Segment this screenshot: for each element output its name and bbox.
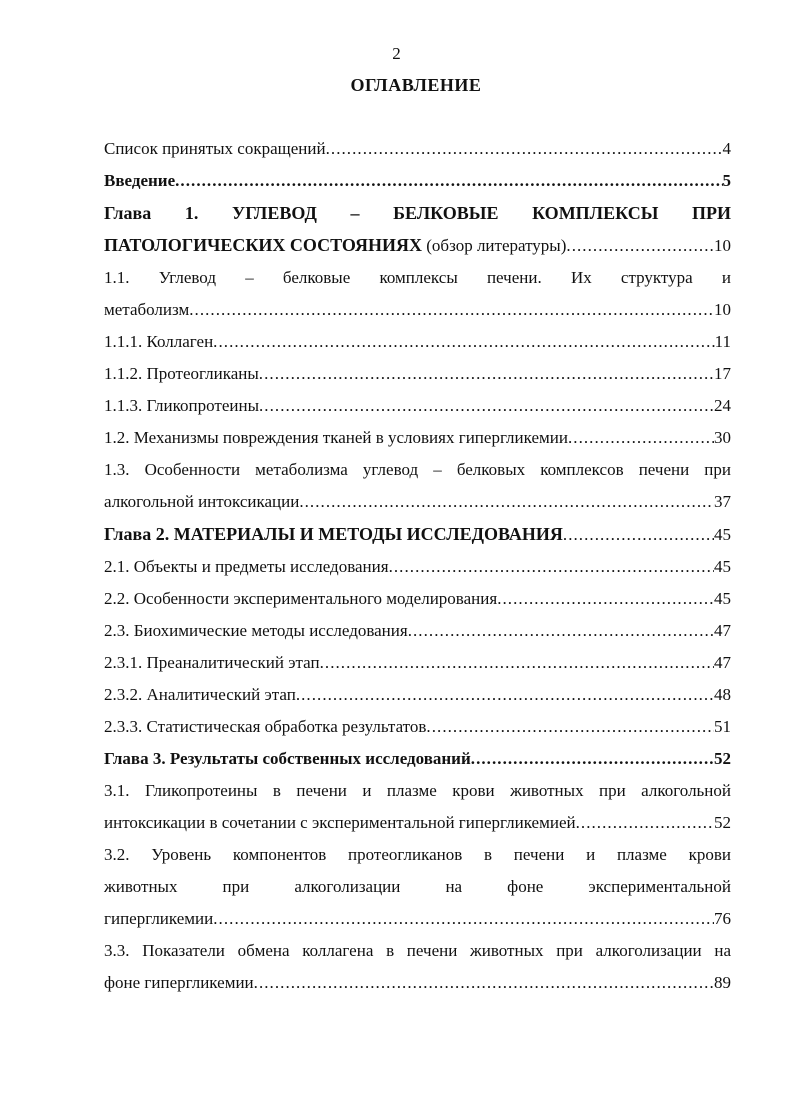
toc-leader-dots bbox=[326, 133, 723, 165]
toc-leader-dots bbox=[299, 486, 714, 518]
toc-entry-title-line3: гипергликемии bbox=[104, 909, 214, 928]
page-number: 2 bbox=[392, 44, 401, 63]
toc-entry-title: 2.1. Объекты и предметы исследования bbox=[104, 557, 389, 576]
toc-entry-3-2[interactable] bbox=[104, 839, 731, 935]
toc-entry-1-2[interactable] bbox=[104, 422, 731, 454]
toc-entry-2-3-1[interactable] bbox=[104, 647, 731, 679]
toc-leader-dots bbox=[213, 903, 714, 935]
toc-entry-title: 1.1.2. Протеогликаны bbox=[104, 364, 259, 383]
toc-entry-introduction[interactable] bbox=[104, 165, 731, 197]
toc-entry-title: 2.3. Биохимические методы исследования bbox=[104, 621, 408, 640]
toc-entry-title-line1: 3.3. Показатели обмена коллагена в печени животных при алкоголизации на bbox=[104, 941, 731, 960]
toc-entry-page: 47 bbox=[714, 621, 731, 640]
toc-leader-dots bbox=[408, 615, 714, 647]
toc-entry-title-line2: интоксикации в сочетании с экспериментальной гипергликемией bbox=[104, 813, 576, 832]
toc-entry-title: Введение bbox=[104, 171, 176, 190]
toc-leader-dots bbox=[471, 743, 714, 775]
toc-entry-page: 89 bbox=[714, 973, 731, 992]
toc-entry-title-line2: фоне гипергликемии bbox=[104, 973, 254, 992]
toc-entry-1-1[interactable] bbox=[104, 262, 731, 326]
toc-entry-title: 2.3.1. Преаналитический этап bbox=[104, 653, 320, 672]
toc-leader-dots bbox=[296, 679, 714, 711]
toc-entry-3-3[interactable] bbox=[104, 935, 731, 999]
toc-entry-chapter-3[interactable] bbox=[104, 743, 731, 775]
toc-entry-chapter-1[interactable] bbox=[104, 197, 731, 262]
toc-entry-title: Список принятых сокращений bbox=[104, 139, 326, 158]
toc-leader-dots bbox=[426, 711, 714, 743]
toc-entry-2-3[interactable] bbox=[104, 615, 731, 647]
toc-entry-1-1-2[interactable] bbox=[104, 358, 731, 390]
toc-entry-page: 37 bbox=[714, 492, 731, 511]
toc-leader-dots bbox=[189, 294, 714, 326]
toc-leader-dots bbox=[320, 647, 714, 679]
toc-entry-page: 47 bbox=[714, 653, 731, 672]
toc-entry-page: 45 bbox=[714, 557, 731, 576]
toc-entry-title: 2.3.3. Статистическая обработка результатов bbox=[104, 717, 427, 736]
toc-entry-title: 1.2. Механизмы повреждения тканей в условиях гипергликемии bbox=[104, 428, 568, 447]
page-title: ОГЛАВЛЕНИЕ bbox=[350, 75, 482, 95]
toc-entry-3-1[interactable] bbox=[104, 775, 731, 839]
toc-entry-title-line1: 3.1. Гликопротеины в печени и плазме крови животных при алкогольной bbox=[104, 781, 731, 800]
toc-leader-dots bbox=[576, 807, 714, 839]
toc-entry-title: 1.1.1. Коллаген bbox=[104, 332, 214, 351]
toc-entry-title: Глава 2. МАТЕРИАЛЫ И МЕТОДЫ ИССЛЕДОВАНИЯ bbox=[104, 524, 563, 544]
toc-entry-page: 76 bbox=[714, 909, 731, 928]
toc-entry-abbreviations[interactable] bbox=[104, 133, 731, 165]
toc-chapter-1-title-bold: ПАТОЛОГИЧЕСКИХ СОСТОЯНИЯХ bbox=[104, 235, 423, 255]
toc-leader-dots bbox=[563, 519, 714, 551]
toc-entry-title-line1: 1.3. Особенности метаболизма углевод – белковых комплексов печени при bbox=[104, 460, 731, 479]
table-of-contents bbox=[104, 133, 731, 999]
toc-entry-page: 45 bbox=[714, 589, 731, 608]
toc-entry-page: 30 bbox=[714, 428, 731, 447]
toc-entry-page: 17 bbox=[714, 364, 731, 383]
toc-chapter-1-line1: Глава 1. УГЛЕВОД – БЕЛКОВЫЕ КОМПЛЕКСЫ ПРИ bbox=[104, 203, 731, 223]
toc-entry-title-line2: животных при алкоголизации на фоне экспериментальной bbox=[104, 877, 731, 896]
toc-leader-dots bbox=[568, 422, 714, 454]
toc-entry-page: 52 bbox=[714, 813, 731, 832]
toc-leader-dots bbox=[254, 967, 714, 999]
toc-leader-dots bbox=[259, 390, 714, 422]
toc-leader-dots bbox=[213, 326, 714, 358]
toc-entry-title-line2: алкогольной интоксикации bbox=[104, 492, 300, 511]
toc-entry-page: 48 bbox=[714, 685, 731, 704]
toc-entry-title: Глава 3. Результаты собственных исследований bbox=[104, 749, 471, 768]
toc-leader-dots bbox=[497, 583, 714, 615]
toc-leader-dots bbox=[566, 230, 714, 262]
toc-entry-title: 2.3.2. Аналитический этап bbox=[104, 685, 296, 704]
toc-entry-title: 1.1.3. Гликопротеины bbox=[104, 396, 259, 415]
toc-entry-page: 11 bbox=[714, 332, 731, 351]
toc-entry-1-3[interactable] bbox=[104, 454, 731, 518]
toc-entry-2-1[interactable] bbox=[104, 551, 731, 583]
toc-leader-dots bbox=[389, 551, 714, 583]
toc-entry-page: 51 bbox=[714, 717, 731, 736]
toc-leader-dots bbox=[175, 165, 722, 197]
toc-entry-title-line1: 3.2. Уровень компонентов протеогликанов в печени и плазме крови bbox=[104, 845, 731, 864]
toc-entry-page: 4 bbox=[722, 139, 731, 158]
toc-entry-title-line2: метаболизм bbox=[104, 300, 190, 319]
toc-entry-title: 2.2. Особенности экспериментального моделирования bbox=[104, 589, 498, 608]
toc-entry-page: 52 bbox=[714, 749, 731, 768]
toc-entry-title-line1: 1.1. Углевод – белковые комплексы печени. Их структура и bbox=[104, 268, 731, 287]
toc-entry-1-1-1[interactable] bbox=[104, 326, 731, 358]
toc-entry-page: 45 bbox=[714, 525, 731, 544]
toc-entry-2-3-2[interactable] bbox=[104, 679, 731, 711]
toc-chapter-1-title-rest: (обзор литературы) bbox=[422, 236, 567, 255]
toc-entry-page: 10 bbox=[714, 300, 731, 319]
toc-entry-2-3-3[interactable] bbox=[104, 711, 731, 743]
toc-entry-2-2[interactable] bbox=[104, 583, 731, 615]
toc-entry-1-1-3[interactable] bbox=[104, 390, 731, 422]
toc-entry-page: 10 bbox=[714, 236, 731, 255]
toc-leader-dots bbox=[259, 358, 714, 390]
toc-entry-page: 24 bbox=[714, 396, 731, 415]
toc-entry-page: 5 bbox=[722, 171, 731, 190]
toc-entry-chapter-2[interactable] bbox=[104, 518, 731, 551]
